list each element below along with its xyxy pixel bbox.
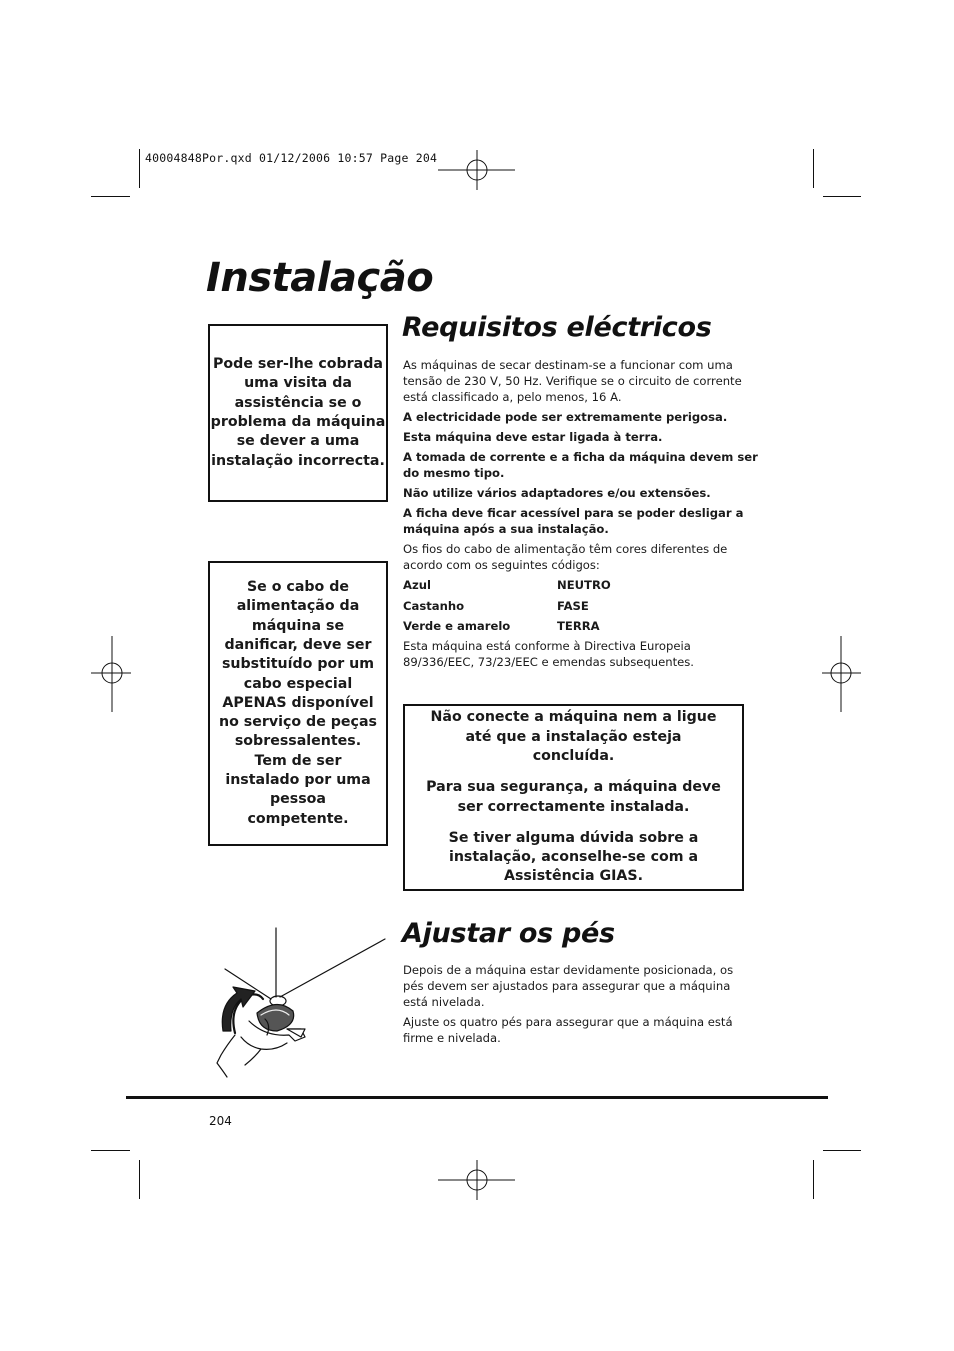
- codes-intro: Os fios do cabo de alimentação têm cores diferentes de acordo com os seguintes códigos:: [403, 542, 728, 572]
- wire-function: FASE: [557, 598, 589, 613]
- electrical-section: [403, 357, 763, 674]
- electrical-heading: Requisitos eléctricos: [402, 312, 712, 343]
- wire-colour: Castanho: [403, 598, 465, 613]
- footer-rule: [126, 1096, 828, 1099]
- power-cable-box: [208, 561, 388, 846]
- print-slug: 40004848Por.qxd 01/12/2006 10:57 Page 204: [145, 151, 438, 165]
- notice-line: Não conecte a máquina nem a ligue até que a instalação esteja concluída.: [430, 709, 717, 764]
- visit-charge-text: Pode ser-lhe cobrada uma visita da assistência se o problema da máquina se dever a uma instalação incorrecta.: [210, 356, 386, 469]
- warning-line: Não utilize vários adaptadores e/ou extensões.: [403, 486, 711, 500]
- page-title: Instalação: [206, 255, 434, 301]
- wire-code-table: [403, 577, 763, 634]
- notice-line: Se tiver alguma dúvida sobre a instalação, aconselhe-se com a Assistência GIAS.: [448, 829, 699, 885]
- notice-line: Para sua segurança, a máquina deve ser correctamente instalada.: [426, 779, 721, 815]
- wire-colour: Verde e amarelo: [403, 619, 511, 633]
- warning-line: Esta máquina deve estar ligada à terra.: [403, 430, 663, 444]
- wire-function: NEUTRO: [557, 578, 611, 592]
- feet-paragraph: Depois de a máquina estar devidamente posicionada, os pés devem ser ajustados para assegurar que a máquina está nivelada.: [403, 963, 734, 1009]
- wire-colour: Azul: [403, 578, 431, 592]
- visit-charge-box: [208, 324, 388, 502]
- feet-paragraph: Ajuste os quatro pés para assegurar que a máquina está firme e nivelada.: [403, 1015, 733, 1045]
- warning-line: A electricidade pode ser extremamente perigosa.: [403, 410, 728, 424]
- directive-text: Esta máquina está conforme à Directiva Europeia 89/336/EEC, 73/23/EEC e emendas subsequentes.: [403, 639, 694, 669]
- feet-section: [403, 962, 748, 1050]
- warning-line: A ficha deve ficar acessível para se poder desligar a máquina após a sua instalação.: [403, 506, 744, 536]
- installation-notice-box: [403, 704, 744, 891]
- power-cable-text: Se o cabo de alimentação da máquina se danificar, deve ser substituído por um cabo especial APENAS disponível no serviço de peças sobressalentes. Tem de ser instalado por uma pessoa competente.: [219, 579, 377, 827]
- wire-function: TERRA: [557, 619, 600, 633]
- hand-adjusting-foot-icon: [205, 925, 390, 1085]
- feet-heading: Ajustar os pés: [402, 918, 615, 949]
- page-number: 204: [209, 1114, 232, 1128]
- warning-line: A tomada de corrente e a ficha da máquina devem ser do mesmo tipo.: [403, 450, 758, 480]
- electrical-intro: As máquinas de secar destinam-se a funcionar com uma tensão de 230 V, 50 Hz. Verifique se o circuito de corrente está classificado a, pelo menos, 16 A.: [403, 358, 742, 404]
